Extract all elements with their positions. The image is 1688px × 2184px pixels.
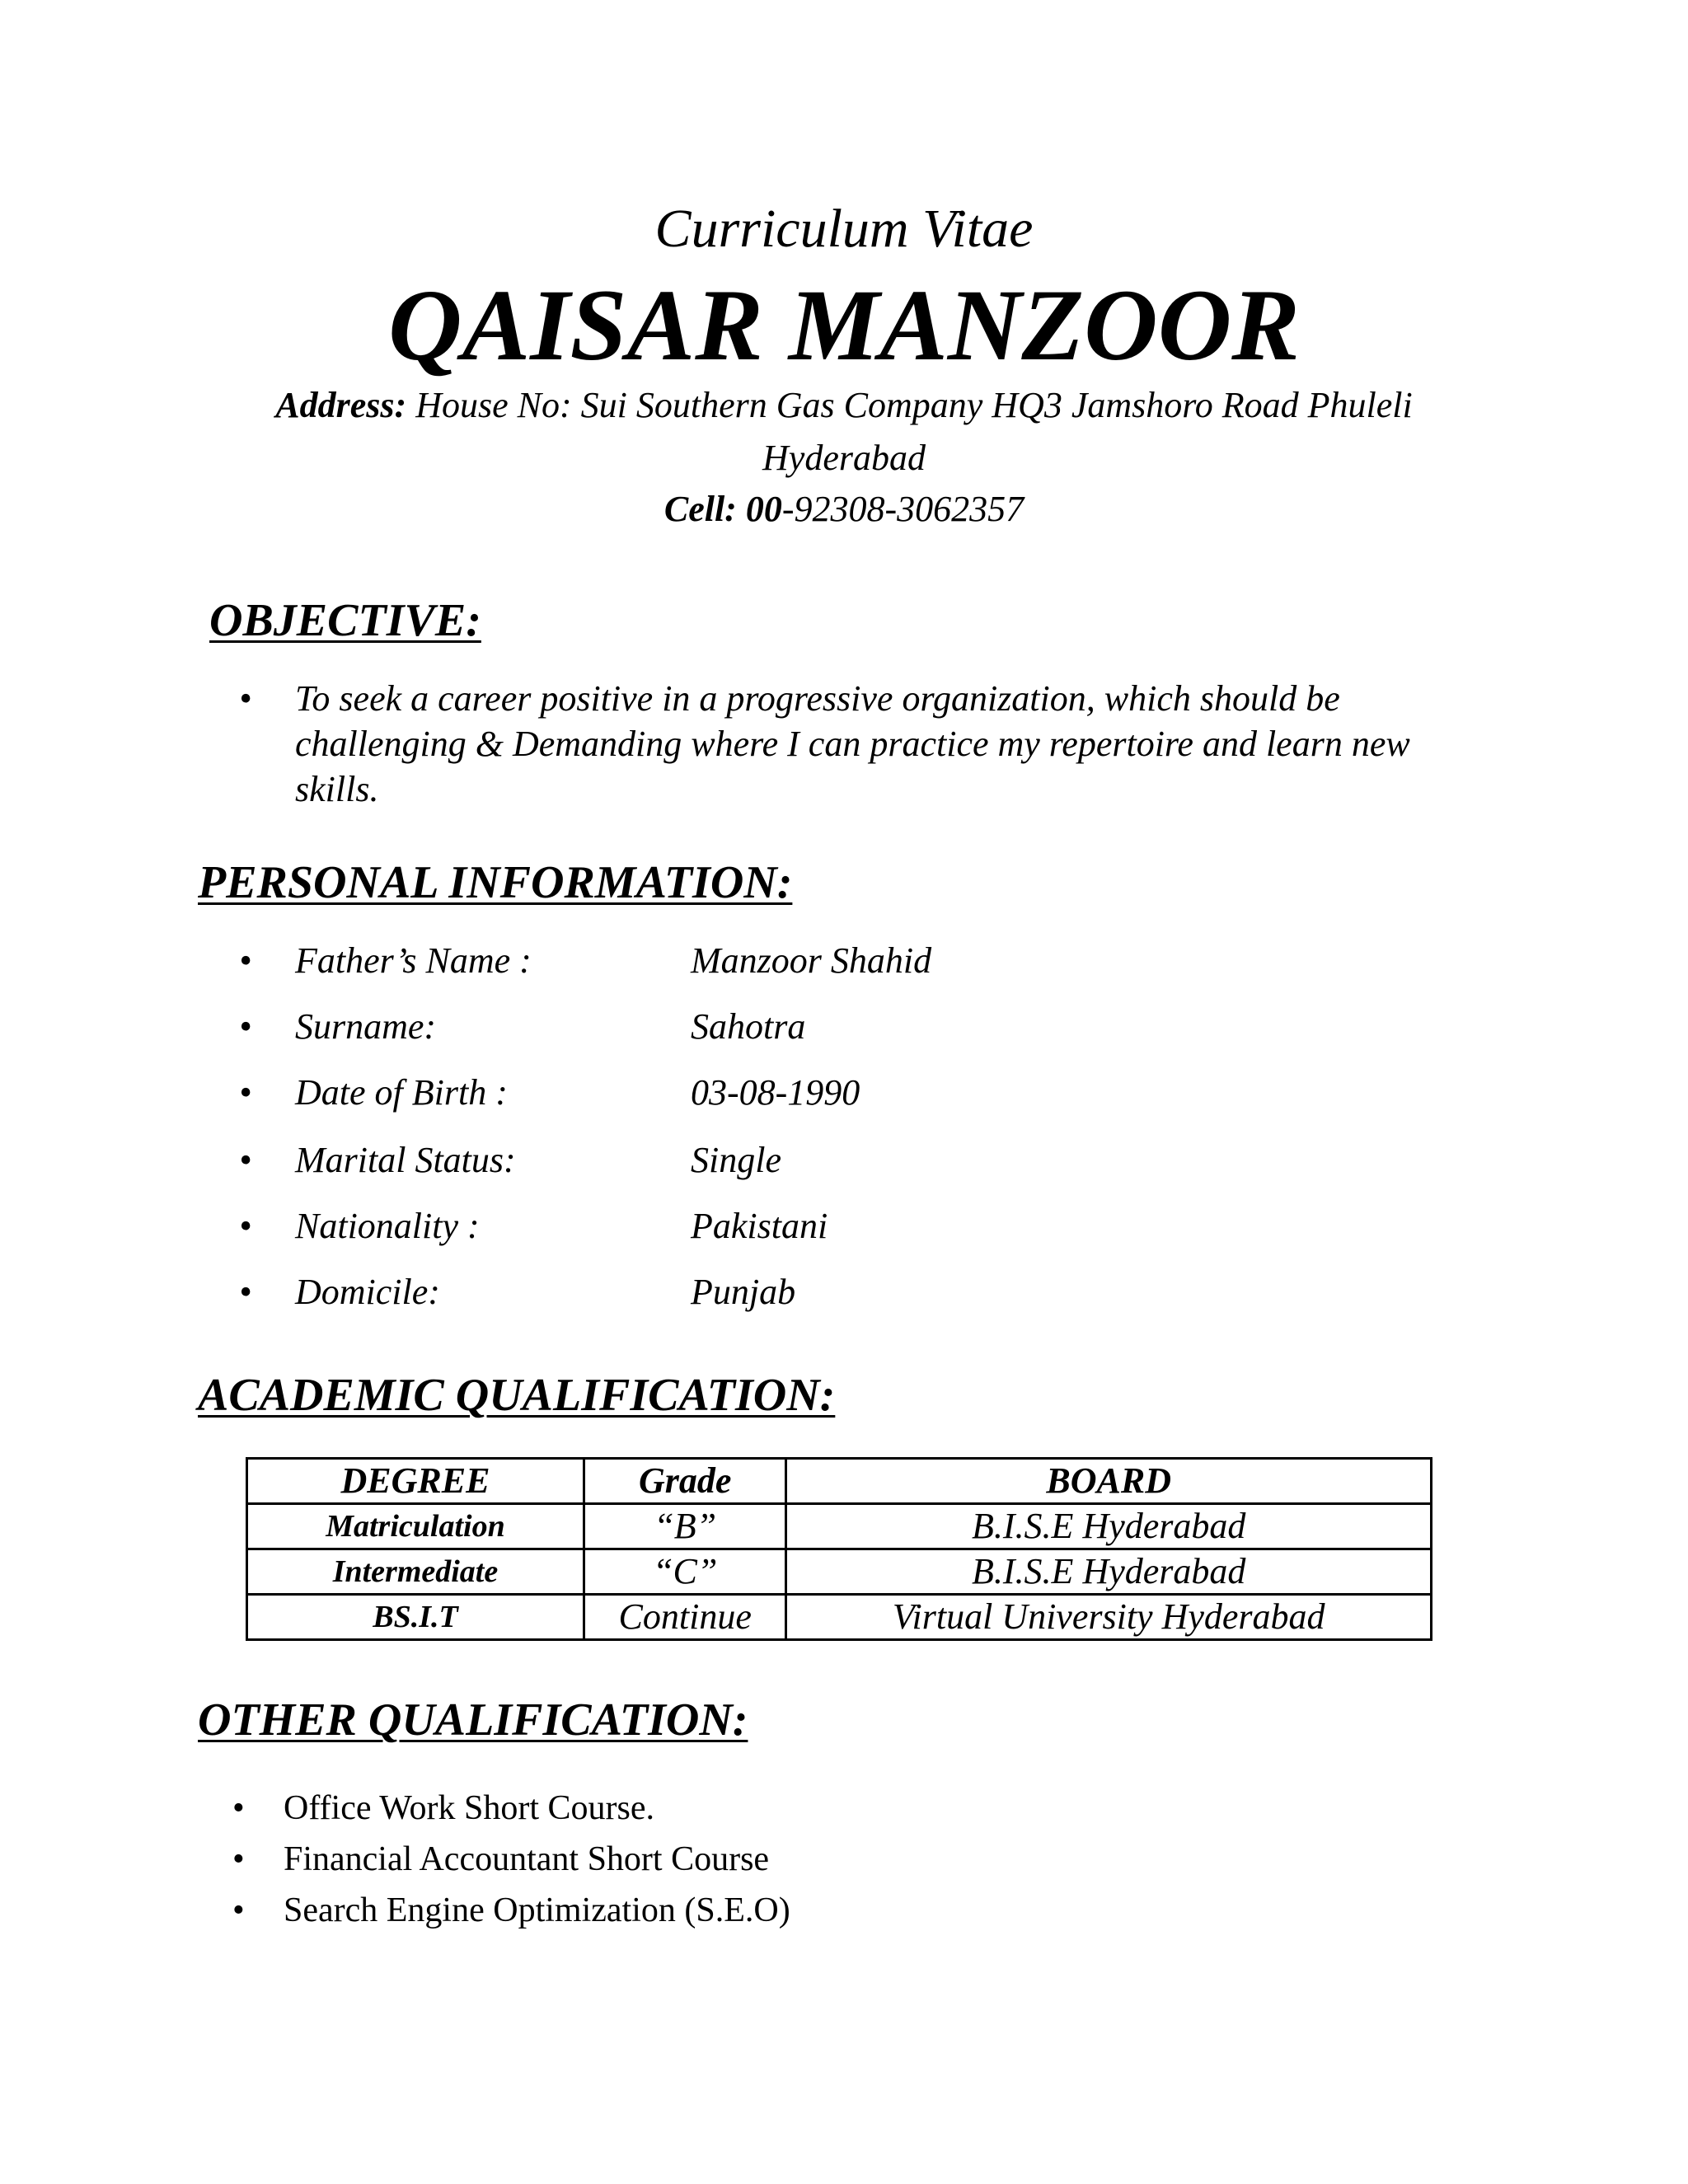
degree-cell: Intermediate [247,1549,584,1595]
cell-label: Cell: 00 [663,489,782,529]
grade-cell: “C” [584,1549,786,1595]
bullet-icon: • [232,1840,245,1878]
academic-qualification-table [246,1457,1432,1641]
bullet-icon: • [239,1272,252,1312]
table-row [247,1549,1432,1595]
bullet-icon: • [239,940,252,981]
address-line-1 [0,381,1688,430]
info-value: Pakistani [691,1206,828,1246]
info-label: Date of Birth : [295,1072,508,1113]
board-cell: B.I.S.E Hyderabad [786,1549,1432,1595]
bullet-icon: • [239,678,252,719]
bullet-icon: • [232,1891,245,1929]
info-row-surname [239,1002,1475,1052]
bullet-icon: • [239,1072,252,1113]
column-header-board: BOARD [786,1459,1432,1504]
other-qualification-heading: OTHER QUALIFICATION: [198,1694,748,1746]
academic-qualification-heading: ACADEMIC QUALIFICATION: [198,1370,836,1421]
address-line-2: Hyderabad [762,438,926,478]
personal-info-heading: PERSONAL INFORMATION: [198,857,793,908]
board-cell: Virtual University Hyderabad [786,1595,1432,1640]
degree-cell: BS.I.T [247,1595,584,1640]
info-label: Nationality : [295,1206,480,1246]
bullet-icon: • [239,1206,252,1246]
info-row-date-of-birth [239,1068,1475,1118]
info-row-fathers-name [239,936,1475,986]
info-label: Father’s Name : [295,940,532,981]
info-value: Sahotra [691,1006,806,1047]
bullet-icon: • [232,1789,245,1827]
other-qualification-text: Search Engine Optimization (S.E.O) [284,1891,790,1929]
column-header-grade: Grade [584,1459,786,1504]
bullet-icon: • [239,1140,252,1180]
info-label: Domicile: [295,1272,440,1312]
objective-line: skills. [295,769,379,809]
candidate-name: QAISAR MANZOOR [388,269,1300,382]
table-row [247,1504,1432,1549]
other-qualification-text: Financial Accountant Short Course [284,1840,770,1878]
address-label: Address: [275,385,407,425]
objective-line: To seek a career positive in a progressive organization, which should be [295,678,1340,719]
table-row [247,1595,1432,1640]
document-subtitle: Curriculum Vitae [654,199,1034,259]
bullet-icon: • [239,1006,252,1047]
info-value: Single [691,1140,781,1180]
info-value: Manzoor Shahid [691,940,932,981]
board-cell: B.I.S.E Hyderabad [786,1504,1432,1549]
info-value: 03-08-1990 [691,1072,860,1113]
cell-number: -92308-3062357 [781,489,1025,529]
column-header-degree: DEGREE [247,1459,584,1504]
table-header-row [247,1459,1432,1504]
degree-cell: Matriculation [247,1504,584,1549]
objective-heading: OBJECTIVE: [209,595,481,646]
info-label: Surname: [295,1006,437,1047]
grade-cell: “B” [584,1504,786,1549]
objective-line: challenging & Demanding where I can practice my repertoire and learn new [295,724,1410,764]
info-label: Marital Status: [295,1140,516,1180]
grade-cell: Continue [584,1595,786,1640]
other-qualification-text: Office Work Short Course. [284,1789,655,1827]
info-value: Punjab [691,1272,796,1312]
info-row-nationality [239,1202,1475,1251]
address-text: House No: Sui Southern Gas Company HQ3 Jamshoro Road Phuleli [415,385,1413,425]
info-row-marital-status [239,1136,1475,1185]
objective-text [295,676,1531,812]
cell-line [0,485,1688,534]
info-row-domicile [239,1268,1475,1317]
